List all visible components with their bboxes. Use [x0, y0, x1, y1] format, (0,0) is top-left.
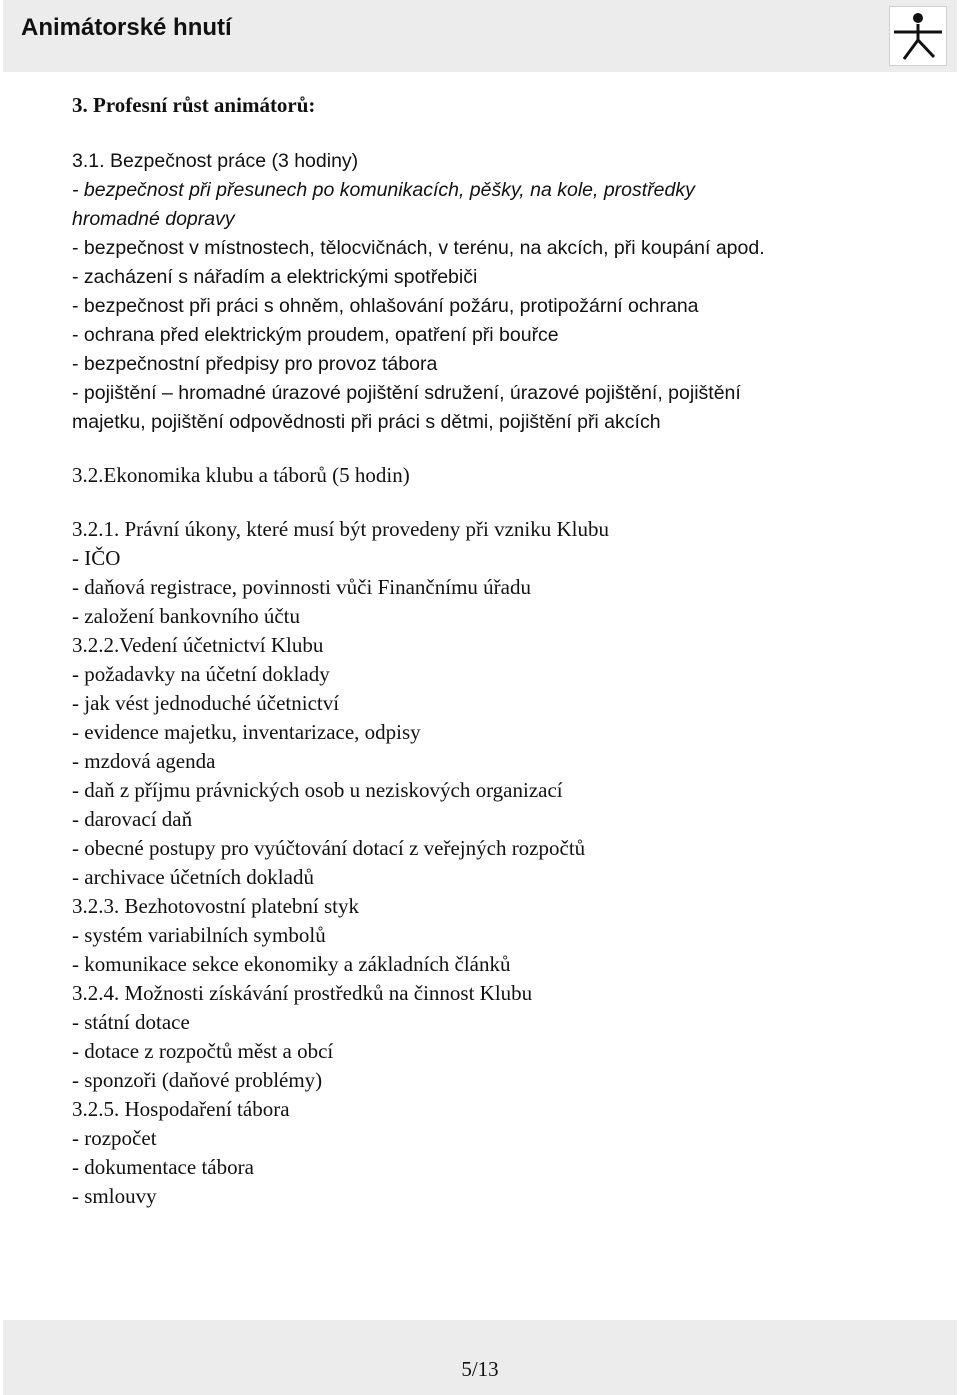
list-item: - systém variabilních symbolů [72, 923, 326, 947]
page-header [3, 0, 957, 72]
figure-logo-icon [889, 6, 947, 66]
subsection-title: 3.2.4. Možnosti získávání prostředků na činnost Klubu [72, 981, 533, 1005]
subsection-title: 3.2.3. Bezhotovostní platební styk [72, 894, 359, 918]
list-item: - státní dotace [72, 1010, 190, 1034]
subsection-title: 3.2.2.Vedení účetnictví Klubu [72, 633, 324, 657]
list-item: - bezpečnost při přesunech po komunikacích, pěšky, na kole, prostředky [72, 179, 695, 201]
header-title: Animátorské hnutí [21, 14, 232, 41]
logo-graphic [890, 7, 946, 65]
page-number: 5/13 [461, 1357, 499, 1381]
subsection-title: 3.2.1. Právní úkony, které musí být provedeny při vzniku Klubu [72, 517, 609, 541]
list-item: - obecné postupy pro vyúčtování dotací z veřejných rozpočtů [72, 836, 586, 860]
list-item: majetku, pojištění odpovědnosti při práci s dětmi, pojištění při akcích [72, 411, 661, 433]
subsection-title: 3.2.5. Hospodaření tábora [72, 1097, 290, 1121]
list-item: - smlouvy [72, 1184, 157, 1208]
list-item: - dokumentace tábora [72, 1155, 254, 1179]
section-heading: 3. Profesní růst animátorů: [72, 93, 316, 117]
section-3-1-title: 3.1. Bezpečnost práce (3 hodiny) [72, 150, 359, 172]
list-item: - darovací daň [72, 807, 193, 831]
list-item: - evidence majetku, inventarizace, odpisy [72, 720, 421, 744]
list-item: - IČO [72, 546, 121, 570]
list-item: - jak vést jednoduché účetnictví [72, 691, 340, 715]
section-3-2-title: 3.2.Ekonomika klubu a táborů (5 hodin) [72, 463, 410, 487]
list-item: - bezpečnost při práci s ohněm, ohlašování požáru, protipožární ochrana [72, 295, 699, 317]
list-item: hromadné dopravy [72, 208, 235, 230]
list-item: - ochrana před elektrickým proudem, opatření při bouřce [72, 324, 559, 346]
list-item: - sponzoři (daňové problémy) [72, 1068, 323, 1092]
list-item: - bezpečnostní předpisy pro provoz tábora [72, 353, 438, 375]
list-item: - dotace z rozpočtů měst a obcí [72, 1039, 334, 1063]
list-item: - archivace účetních dokladů [72, 865, 314, 889]
list-item: - požadavky na účetní doklady [72, 662, 330, 686]
list-item: - daňová registrace, povinnosti vůči Finančnímu úřadu [72, 575, 531, 599]
list-item: - rozpočet [72, 1126, 157, 1150]
list-item: - pojištění – hromadné úrazové pojištění sdružení, úrazové pojištění, pojištění [72, 382, 741, 404]
list-item: - zacházení s nářadím a elektrickými spotřebiči [72, 266, 478, 288]
list-item: - mzdová agenda [72, 749, 216, 773]
list-item: - komunikace sekce ekonomiky a základních článků [72, 952, 511, 976]
list-item: - založení bankovního účtu [72, 604, 301, 628]
list-item: - bezpečnost v místnostech, tělocvičnách, v terénu, na akcích, při koupání apod. [72, 237, 765, 259]
list-item: - daň z příjmu právnických osob u neziskových organizací [72, 778, 563, 802]
